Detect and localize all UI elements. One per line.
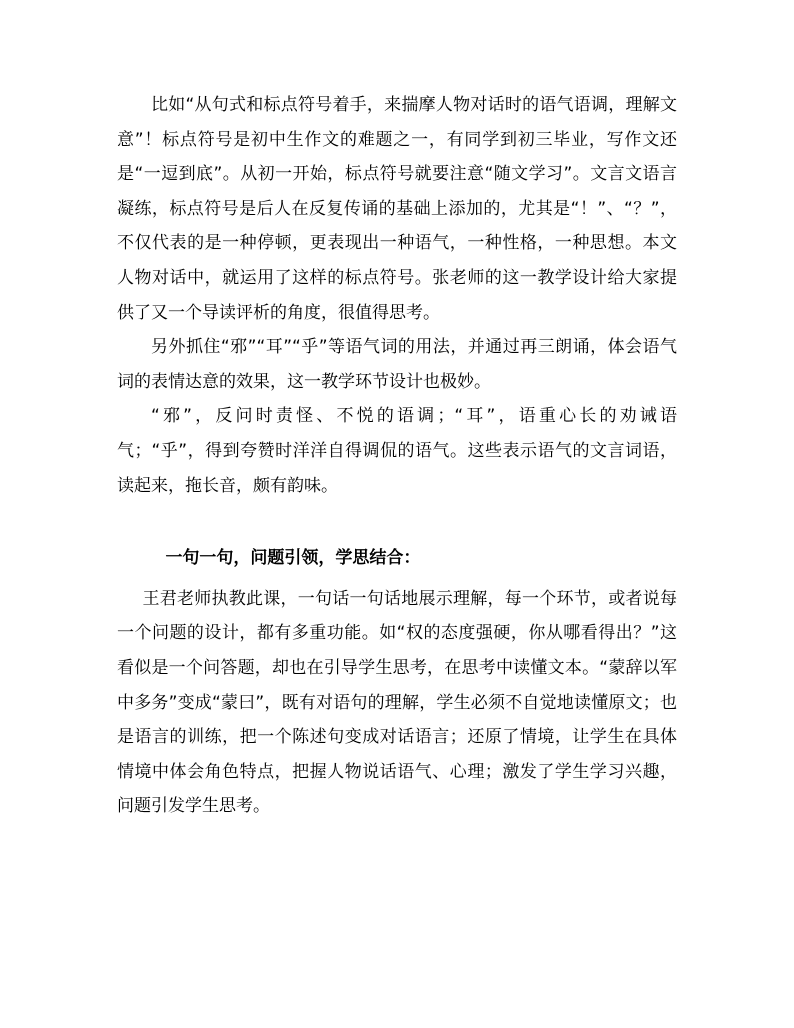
document-page	[117, 88, 677, 824]
paragraph-wang-jun-lesson: 王君老师执教此课，一句话一句话地展示理解，每一个环节，或者说每一个问题的设计，都有多重功能。如“权的态度强硬，你从哪看得出？”这看似是一个问答题，却也在引导学生思考，在思考中读懂文本。“蒙辞以军中多务”变成“蒙曰”，既有对语句的理解，学生必须不自觉地读懂原文；也是语言的训练，把一个陈述句变成对话语言；还原了情境，让学生在具体情境中体会角色特点，把握人物说话语气、心理；激发了学生学习兴趣，问题引发学生思考。	[117, 588, 677, 817]
paragraph-modal-particles: 另外抓住“邪”“耳”“乎”等语气词的用法，并通过再三朗诵，体会语气词的表情达意的效果，这一教学环节设计也极妙。	[117, 337, 677, 392]
paragraph-particle-meanings: “邪”，反问时责怪、不悦的语调；“耳”，语重心长的劝诫语气；“乎”，得到夸赞时洋洋自得调侃的语气。这些表示语气的文言词语，读起来，拖长音，颇有韵味。	[117, 406, 677, 496]
section-heading: 一句一句，问题引领，学思结合：	[165, 548, 421, 569]
paragraph-punctuation: 比如“从句式和标点符号着手，来揣摩人物对话时的语气语调，理解文意”！标点符号是初中生作文的难题之一，有同学到初三毕业，写作文还是“一逗到底”。从初一开始，标点符号就要注意“随文学习”。文言文语言凝练，标点符号是后人在反复传诵的基础上添加的，尤其是“！”、“？”，不仅代表的是一种停顿，更表现出一种语气，一种性格，一种思想。本文人物对话中，就运用了这样的标点符号。张老师的这一教学设计给大家提供了又一个导读评析的角度，很值得思考。	[117, 95, 677, 323]
section-gap	[117, 503, 677, 541]
